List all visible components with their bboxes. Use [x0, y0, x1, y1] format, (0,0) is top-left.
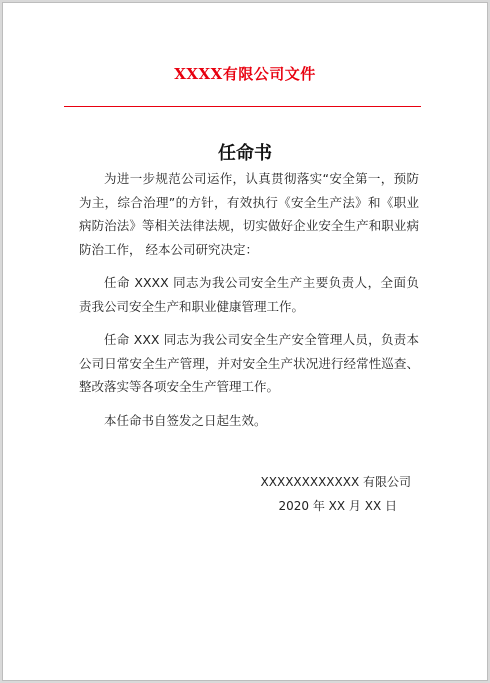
document-body: [79, 167, 419, 442]
signature-date: 2020 年 XX 月 XX 日: [278, 498, 397, 513]
document-page: [2, 2, 488, 681]
document-title: 任命书: [218, 143, 272, 164]
signature-block: [261, 471, 411, 518]
signature-company: XXXXXXXXXXXX 有限公司: [260, 475, 411, 489]
paragraph-appointment-2: 任命 XXX 同志为我公司安全生产安全管理人员，负责本公司日常安全生产管理，并对安全生产状况进行经常性巡查、整改落实等各项安全生产管理工作。: [79, 332, 419, 394]
paragraph-appointment-1: 任命 XXXX 同志为我公司安全生产主要负责人，全面负责我公司安全生产和职业健康管理工作。: [79, 275, 419, 314]
header-divider: [64, 106, 421, 107]
paragraph-effective: 本任命书自签发之日起生效。: [104, 412, 267, 428]
paragraph-intro: 为进一步规范公司运作，认真贯彻落实“安全第一，预防为主，综合治理”的方针，有效执行《安全生产法》和《职业病防治法》等相关法律法规，切实做好企业安全生产和职业病防治工作， 经本公司研究决定：: [79, 171, 419, 257]
document-header-title: XXXX有限公司文件: [174, 65, 316, 83]
